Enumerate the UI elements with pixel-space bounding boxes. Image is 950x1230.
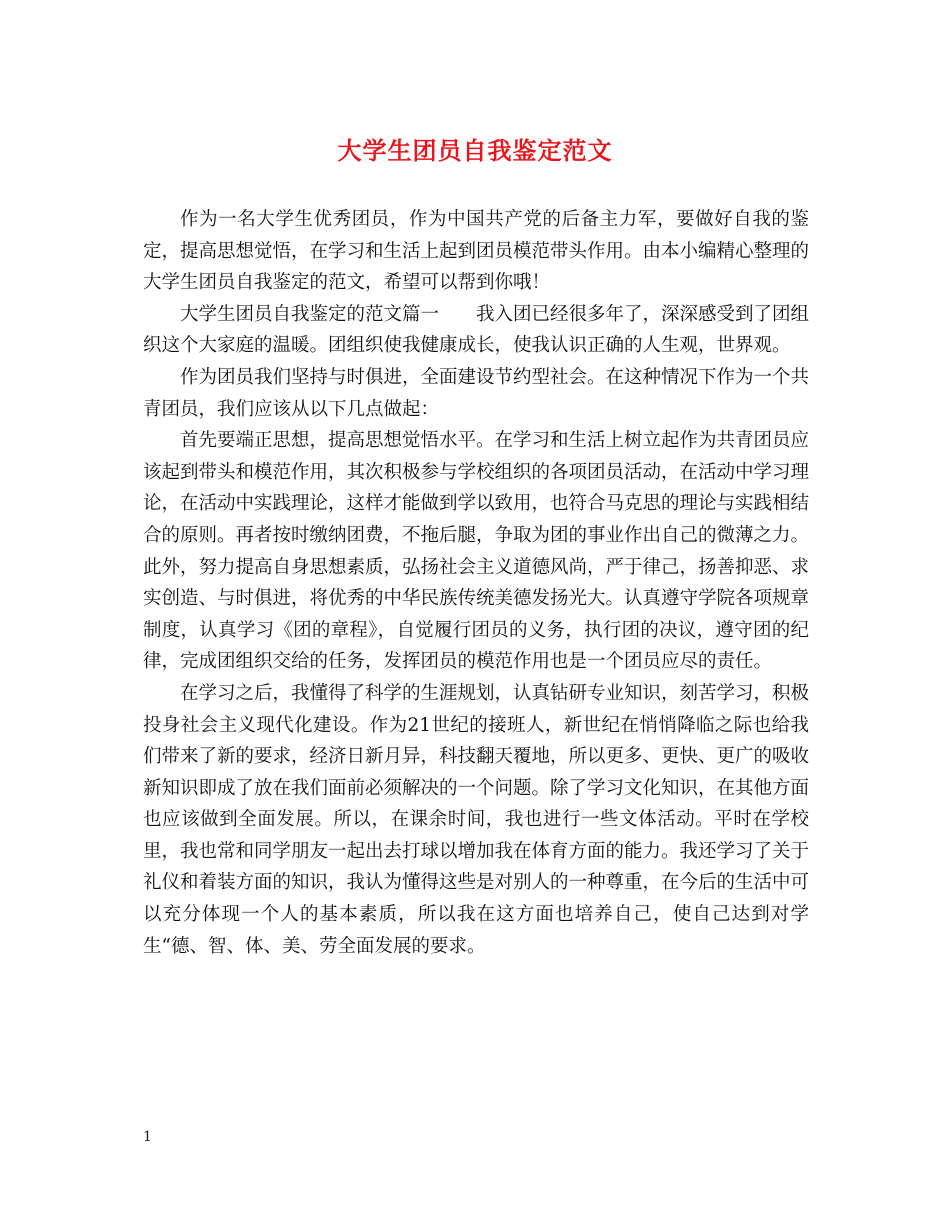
document-body	[143, 204, 809, 962]
paragraph-thoughts: 首先要端正思想，提高思想觉悟水平。在学习和生活上树立起作为共青团员应该起到带头和模范作用，其次积极参与学校组织的各项团员活动，在活动中学习理论，在活动中实践理论，这样才能做到学以致用，也符合马克思的理论与实践相结合的原则。再者按时缴纳团费，不拖后腿，争取为团的事业作出自己的微薄之力。此外，努力提高自身思想素质，弘扬社会主义道德风尚，严于律己，扬善抑恶、求实创造、与时俱进，将优秀的中华民族传统美德发扬光大。认真遵守学院各项规章制度，认真学习《团的章程》，自觉履行团员的义务，执行团的决议，遵守团的纪律，完成团组织交给的任务，发挥团员的模范作用也是一个团员应尽的责任。	[143, 430, 810, 673]
paragraph-intro: 作为一名大学生优秀团员，作为中国共产党的后备主力军，要做好自我的鉴定，提高思想觉悟，在学习和生活上起到团员模范带头作用。由本小编精心整理的大学生团员自我鉴定的范文，希望可以帮到你哦！	[143, 209, 810, 294]
paragraph-section-one: 大学生团员自我鉴定的范文篇一 我入团已经很多年了，深深感受到了团组织这个大家庭的温暖。团组织使我健康成长，使我认识正确的人生观，世界观。	[143, 303, 810, 357]
paragraph-principles: 作为团员我们坚持与时俱进，全面建设节约型社会。在这种情况下作为一个共青团员，我们应该从以下几点做起：	[143, 366, 810, 420]
page-title: 大学生团员自我鉴定范文	[337, 137, 613, 165]
page-number: 1	[143, 1129, 152, 1145]
paragraph-study: 在学习之后，我懂得了科学的生涯规划，认真钻研专业知识，刻苦学习，积极投身社会主义现代化建设。作为21世纪的接班人，新世纪在悄悄降临之际也给我们带来了新的要求，经济日新月异，科技翻天覆地，所以更多、更快、更广的吸收新知识即成了放在我们面前必须解决的一个问题。除了学习文化知识，在其他方面也应该做到全面发展。所以，在课余时间，我也进行一些文体活动。平时在学校里，我也常和同学朋友一起出去打球以增加我在体育方面的能力。我还学习了关于礼仪和着装方面的知识，我认为懂得这些是对别人的一种尊重，在今后的生活中可以充分体现一个人的基本素质，所以我在这方面也培养自己，使自己达到对学生“德、智、体、美、劳全面发展的要求。	[143, 682, 810, 957]
